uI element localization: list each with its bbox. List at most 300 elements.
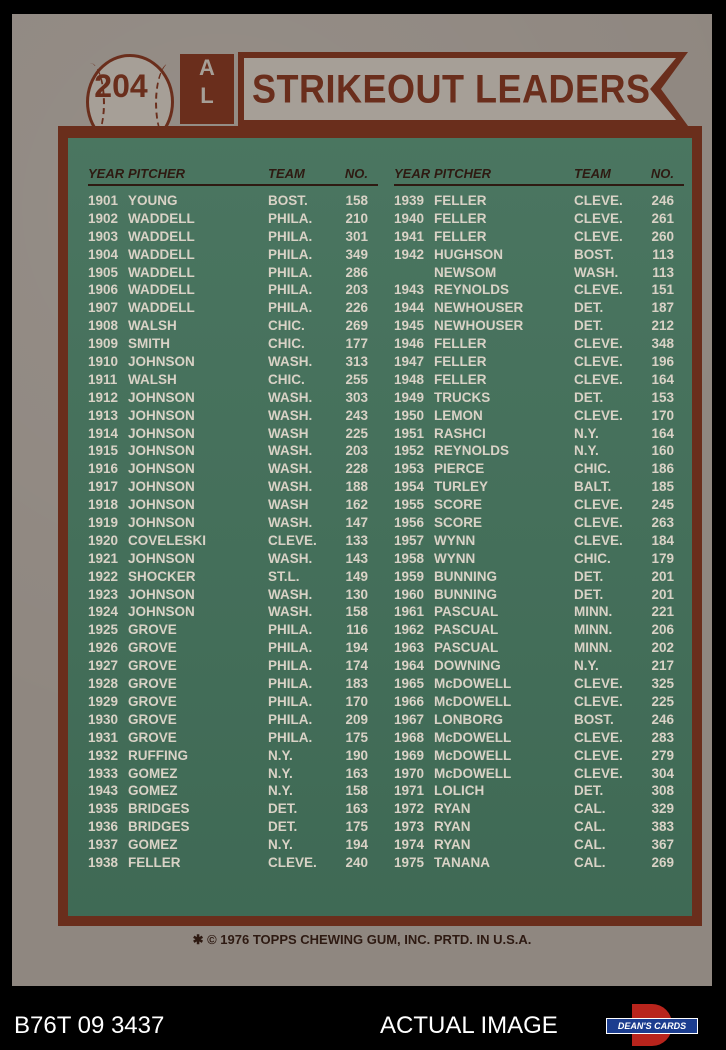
cell-team: CLEVE.: [574, 729, 623, 745]
cell-no: 158: [345, 193, 368, 208]
cell-no: 164: [651, 425, 674, 441]
league-letter-top: A: [199, 55, 215, 80]
cell-team: ST.L.: [268, 568, 300, 584]
table-row: [88, 765, 378, 783]
cell-team: PHILA.: [268, 300, 313, 316]
cell-year: [394, 264, 434, 282]
table-row: [394, 442, 684, 460]
cell-team: BOST.: [574, 246, 614, 262]
cell-no: 269: [345, 318, 368, 334]
cell-no: 184: [651, 532, 674, 548]
cell-pitcher: REYNOLDS: [434, 282, 510, 298]
cell-pitcher: GOMEZ: [128, 765, 178, 781]
table-row: [88, 729, 378, 747]
cell-no: 175: [345, 729, 368, 745]
cell-no: 160: [651, 443, 674, 459]
cell-team: WASH.: [574, 264, 619, 280]
cell-team: WASH.: [268, 443, 313, 459]
cell-pitcher: BUNNING: [434, 568, 497, 584]
cell-year: 1961: [394, 604, 425, 620]
cell-no: 225: [345, 425, 368, 441]
cell-no: 203: [345, 443, 368, 459]
header-year: YEAR: [88, 166, 125, 181]
cell-pitcher: McDOWELL: [434, 729, 512, 745]
cell-pitcher: JOHNSON: [128, 425, 195, 441]
cell-team: WASH.: [268, 515, 313, 531]
cell-year: 1955: [394, 497, 425, 513]
table-row: [88, 317, 378, 335]
table-row: [88, 425, 378, 443]
cell-pitcher: McDOWELL: [434, 747, 512, 763]
table-row: [394, 765, 684, 783]
cell-year: 1965: [394, 676, 425, 692]
cell-year: 1935: [88, 801, 119, 817]
table-row: [394, 228, 684, 246]
table-row: [88, 442, 378, 460]
cell-year: 1936: [88, 819, 119, 835]
cell-pitcher: RYAN: [434, 837, 471, 853]
table-row: [88, 389, 378, 407]
cell-team: DET.: [268, 801, 298, 817]
cell-no: 349: [345, 246, 368, 262]
cell-pitcher: WALSH: [128, 371, 177, 387]
table-row: [394, 317, 684, 335]
cell-year: 1945: [394, 318, 425, 334]
cell-year: 1930: [88, 711, 119, 727]
table-row: [394, 657, 684, 675]
cell-year: 1907: [88, 300, 119, 316]
table-row: [394, 782, 684, 800]
cell-no: 175: [345, 819, 368, 835]
cell-team: PHILA.: [268, 729, 313, 745]
cell-no: 383: [651, 819, 674, 835]
cell-no: 162: [345, 497, 368, 513]
table-row: [394, 496, 684, 514]
cell-pitcher: McDOWELL: [434, 676, 512, 692]
cell-team: CLEVE.: [574, 532, 623, 548]
cell-year: 1922: [88, 568, 119, 584]
table-row: [88, 836, 378, 854]
cell-team: PHILA.: [268, 264, 313, 280]
cell-team: DET.: [574, 318, 604, 334]
cell-pitcher: FELLER: [434, 371, 487, 387]
cell-year: 1952: [394, 443, 425, 459]
cell-year: 1974: [394, 837, 425, 853]
cell-pitcher: BUNNING: [434, 586, 497, 602]
cell-no: 303: [345, 389, 368, 405]
cell-year: 1946: [394, 336, 425, 352]
cell-pitcher: GROVE: [128, 693, 177, 709]
cell-year: 1904: [88, 246, 119, 262]
cell-team: CLEVE.: [574, 282, 623, 298]
cell-year: 1960: [394, 586, 425, 602]
table-row: [394, 568, 684, 586]
cell-pitcher: FELLER: [434, 210, 487, 226]
cell-team: CLEVE.: [268, 854, 317, 870]
cell-year: 1909: [88, 336, 119, 352]
cell-year: 1944: [394, 300, 425, 316]
cell-year: 1968: [394, 729, 425, 745]
cell-team: PHILA.: [268, 640, 313, 656]
cell-year: 1951: [394, 425, 425, 441]
cell-no: 153: [651, 389, 674, 405]
cell-pitcher: LONBORG: [434, 711, 503, 727]
cell-team: CLEVE.: [574, 747, 623, 763]
cell-year: 1908: [88, 318, 119, 334]
table-row: [394, 389, 684, 407]
cell-no: 206: [651, 622, 674, 638]
cell-year: 1933: [88, 765, 119, 781]
table-row: [88, 711, 378, 729]
cell-no: 163: [345, 765, 368, 781]
cell-year: 1920: [88, 532, 119, 548]
cell-no: 188: [345, 479, 368, 495]
cell-no: 313: [345, 354, 368, 370]
table-row: [88, 281, 378, 299]
cell-pitcher: SCORE: [434, 515, 483, 531]
cell-year: 1957: [394, 532, 425, 548]
table-row: [88, 782, 378, 800]
cell-no: 348: [651, 336, 674, 352]
cell-year: 1941: [394, 228, 425, 244]
table-row: [394, 621, 684, 639]
table-row: [394, 246, 684, 264]
table-row: [88, 675, 378, 693]
cell-pitcher: SHOCKER: [128, 568, 196, 584]
table-row: [394, 460, 684, 478]
cell-pitcher: RYAN: [434, 819, 471, 835]
cell-no: 149: [345, 568, 368, 584]
cell-pitcher: JOHNSON: [128, 479, 195, 495]
cell-no: 279: [651, 747, 674, 763]
cell-pitcher: NEWHOUSER: [434, 318, 524, 334]
cell-pitcher: WADDELL: [128, 264, 195, 280]
cell-pitcher: WADDELL: [128, 300, 195, 316]
cell-no: 246: [651, 193, 674, 208]
cell-no: 255: [345, 371, 368, 387]
cell-pitcher: TURLEY: [434, 479, 488, 495]
cell-team: DET.: [574, 783, 604, 799]
cell-team: WASH.: [268, 586, 313, 602]
table-row: [88, 747, 378, 765]
header-team: TEAM: [268, 166, 305, 181]
cell-year: 1911: [88, 371, 118, 387]
cell-year: 1938: [88, 854, 119, 870]
table-row: [88, 210, 378, 228]
table-row: [394, 800, 684, 818]
cell-no: 367: [651, 837, 674, 853]
cell-year: 1954: [394, 479, 425, 495]
cell-no: 183: [345, 676, 368, 692]
header-pitcher: PITCHER: [128, 166, 186, 181]
table-row: [88, 192, 378, 210]
cell-team: WASH.: [268, 407, 313, 423]
cell-no: 116: [346, 622, 368, 638]
table-row: [88, 818, 378, 836]
cell-no: 147: [345, 515, 368, 531]
cell-team: WASH.: [268, 461, 313, 477]
table-row: [394, 675, 684, 693]
cell-pitcher: WALSH: [128, 318, 177, 334]
deans-cards-logo: [606, 1004, 698, 1046]
cell-pitcher: McDOWELL: [434, 693, 512, 709]
cell-no: 286: [345, 264, 368, 280]
card-number: 204: [94, 68, 148, 104]
cell-team: CLEVE.: [574, 228, 623, 244]
cell-no: 187: [651, 300, 674, 316]
cell-pitcher: JOHNSON: [128, 389, 195, 405]
cell-team: WASH.: [268, 389, 313, 405]
table-row: [88, 496, 378, 514]
cell-pitcher: GROVE: [128, 658, 177, 674]
cell-team: CLEVE.: [574, 193, 623, 208]
cell-pitcher: GOMEZ: [128, 837, 178, 853]
cell-team: WASH.: [268, 354, 313, 370]
cell-team: WASH: [268, 497, 309, 513]
cell-year: 1914: [88, 425, 119, 441]
inventory-code: B76T 09 3437: [14, 1012, 165, 1039]
table-row: [88, 586, 378, 604]
cell-year: 1964: [394, 658, 425, 674]
cell-pitcher: LOLICH: [434, 783, 485, 799]
cell-no: 158: [345, 604, 368, 620]
cell-team: CLEVE.: [574, 371, 623, 387]
cell-pitcher: JOHNSON: [128, 354, 195, 370]
cell-year: 1903: [88, 228, 119, 244]
cell-pitcher: HUGHSON: [434, 246, 504, 262]
cell-no: 113: [652, 264, 674, 280]
cell-pitcher: PASCUAL: [434, 622, 499, 638]
cell-no: 202: [651, 640, 674, 656]
cell-no: 113: [652, 246, 674, 262]
cell-year: 1910: [88, 354, 119, 370]
cell-no: 221: [651, 604, 674, 620]
cell-no: 210: [345, 210, 368, 226]
cell-pitcher: RYAN: [434, 801, 471, 817]
cell-pitcher: TANANA: [434, 854, 490, 870]
table-row: [88, 460, 378, 478]
cell-team: N.Y.: [268, 765, 293, 781]
cell-pitcher: GROVE: [128, 711, 177, 727]
table-row: [88, 621, 378, 639]
cell-pitcher: FELLER: [434, 354, 487, 370]
cell-no: 243: [345, 407, 368, 423]
table-row: [88, 407, 378, 425]
table-row: [88, 532, 378, 550]
cell-pitcher: WYNN: [434, 532, 476, 548]
table-row: [394, 854, 684, 872]
cell-year: 1940: [394, 210, 425, 226]
cell-team: N.Y.: [268, 747, 293, 763]
cell-year: 1947: [394, 354, 425, 370]
cell-team: CLEVE.: [574, 210, 623, 226]
table-row: [394, 514, 684, 532]
table-row: [88, 246, 378, 264]
cell-year: 1939: [394, 193, 425, 208]
cell-pitcher: GROVE: [128, 622, 177, 638]
cell-pitcher: WADDELL: [128, 210, 195, 226]
table-row: [394, 639, 684, 657]
table-row: [394, 264, 684, 282]
table-row: [394, 532, 684, 550]
cell-team: BALT.: [574, 479, 612, 495]
cell-team: PHILA.: [268, 676, 313, 692]
cell-pitcher: JOHNSON: [128, 604, 195, 620]
cell-no: 209: [345, 711, 368, 727]
cell-no: 325: [651, 676, 674, 692]
cell-pitcher: JOHNSON: [128, 461, 195, 477]
cell-no: 133: [345, 532, 368, 548]
table-row: [88, 657, 378, 675]
cell-pitcher: WYNN: [434, 550, 476, 566]
cell-no: 143: [345, 550, 368, 566]
cell-no: 130: [345, 586, 368, 602]
cell-team: N.Y.: [574, 425, 599, 441]
cell-pitcher: WADDELL: [128, 228, 195, 244]
cell-no: 263: [651, 515, 674, 531]
cell-pitcher: PASCUAL: [434, 640, 499, 656]
cell-pitcher: McDOWELL: [434, 765, 512, 781]
cell-no: 301: [345, 228, 368, 244]
cell-pitcher: DOWNING: [434, 658, 501, 674]
cell-pitcher: COVELESKI: [128, 532, 207, 548]
cell-no: 329: [651, 801, 674, 817]
cell-pitcher: JOHNSON: [128, 586, 195, 602]
cell-no: 194: [345, 837, 368, 853]
cell-no: 190: [345, 747, 368, 763]
table-row: [394, 729, 684, 747]
table-row: [394, 693, 684, 711]
table-row: [394, 836, 684, 854]
cell-team: PHILA.: [268, 228, 313, 244]
cell-pitcher: FELLER: [128, 854, 181, 870]
cell-team: PHILA.: [268, 693, 313, 709]
cell-team: WASH.: [268, 550, 313, 566]
cell-team: CLEVE.: [574, 676, 623, 692]
cell-no: 194: [345, 640, 368, 656]
cell-team: DET.: [574, 389, 604, 405]
cell-team: CLEVE.: [574, 515, 623, 531]
cell-team: CLEVE.: [574, 693, 623, 709]
cell-pitcher: JOHNSON: [128, 497, 195, 513]
cell-year: 1948: [394, 371, 425, 387]
cell-no: 217: [651, 658, 674, 674]
table-row: [88, 228, 378, 246]
cell-year: 1921: [88, 550, 119, 566]
cell-team: CHIC.: [268, 371, 305, 387]
cell-year: 1916: [88, 461, 119, 477]
cell-pitcher: GROVE: [128, 640, 177, 656]
cell-no: 170: [345, 693, 368, 709]
cell-team: PHILA.: [268, 210, 313, 226]
cell-team: CAL.: [574, 801, 606, 817]
cell-no: 261: [651, 210, 674, 226]
cell-year: 1929: [88, 693, 119, 709]
card-title: STRIKEOUT LEADERS: [252, 66, 651, 112]
cell-no: 201: [651, 586, 674, 602]
cell-year: 1918: [88, 497, 119, 513]
table-row: [88, 639, 378, 657]
cell-year: 1913: [88, 407, 119, 423]
cell-year: 1919: [88, 515, 119, 531]
cell-team: N.Y.: [574, 658, 599, 674]
header-no: NO.: [650, 166, 674, 181]
cell-pitcher: REYNOLDS: [434, 443, 510, 459]
cell-pitcher: JOHNSON: [128, 443, 195, 459]
cell-year: 1969: [394, 747, 425, 763]
cell-pitcher: BRIDGES: [128, 819, 190, 835]
cell-pitcher: BRIDGES: [128, 801, 190, 817]
cell-year: 1966: [394, 693, 425, 709]
cell-year: 1928: [88, 676, 119, 692]
cell-pitcher: LEMON: [434, 407, 483, 423]
cell-team: CLEVE.: [574, 497, 623, 513]
actual-image-label: ACTUAL IMAGE: [380, 1012, 558, 1039]
header-team: TEAM: [574, 166, 611, 181]
cell-team: CLEVE.: [574, 765, 623, 781]
cell-team: WASH: [268, 425, 309, 441]
cell-year: 1912: [88, 389, 119, 405]
cell-team: N.Y.: [268, 837, 293, 853]
table-row: [394, 711, 684, 729]
table-row: [88, 550, 378, 568]
cell-pitcher: SCORE: [434, 497, 483, 513]
cell-year: 1942: [394, 246, 425, 262]
cell-year: 1970: [394, 765, 425, 781]
cell-pitcher: FELLER: [434, 193, 487, 208]
table-row: [394, 550, 684, 568]
cell-year: 1905: [88, 264, 119, 280]
table-row: [88, 478, 378, 496]
cell-team: MINN.: [574, 604, 613, 620]
cell-year: 1906: [88, 282, 119, 298]
table-row: [394, 818, 684, 836]
cell-year: 1927: [88, 658, 119, 674]
table-row: [88, 335, 378, 353]
table-row: [88, 800, 378, 818]
cell-year: 1943: [394, 282, 425, 298]
table-row: [88, 603, 378, 621]
cell-year: 1958: [394, 550, 425, 566]
cell-team: MINN.: [574, 622, 613, 638]
cell-no: 245: [651, 497, 674, 513]
cell-year: 1972: [394, 801, 425, 817]
cell-no: 179: [651, 550, 674, 566]
table-row: [88, 299, 378, 317]
copyright-footer: ✱ © 1976 TOPPS CHEWING GUM, INC. PRTD. IN U.S.A.: [192, 932, 532, 947]
cell-year: 1917: [88, 479, 119, 495]
table-header: [88, 166, 378, 186]
cell-no: 226: [345, 300, 368, 316]
cell-team: DET.: [574, 300, 604, 316]
cell-team: CHIC.: [574, 461, 611, 477]
table-row: [394, 353, 684, 371]
table-row: [88, 514, 378, 532]
cell-pitcher: SMITH: [128, 336, 170, 352]
cell-year: 1925: [88, 622, 119, 638]
cell-team: DET.: [268, 819, 298, 835]
cell-pitcher: JOHNSON: [128, 407, 195, 423]
cell-team: BOST.: [268, 193, 308, 208]
table-row: [88, 353, 378, 371]
cell-pitcher: NEWHOUSER: [434, 300, 524, 316]
cell-no: 225: [651, 693, 674, 709]
header-year: YEAR: [394, 166, 431, 181]
table-row: [394, 747, 684, 765]
cell-no: 308: [651, 783, 674, 799]
cell-team: N.Y.: [574, 443, 599, 459]
cell-pitcher: PIERCE: [434, 461, 485, 477]
